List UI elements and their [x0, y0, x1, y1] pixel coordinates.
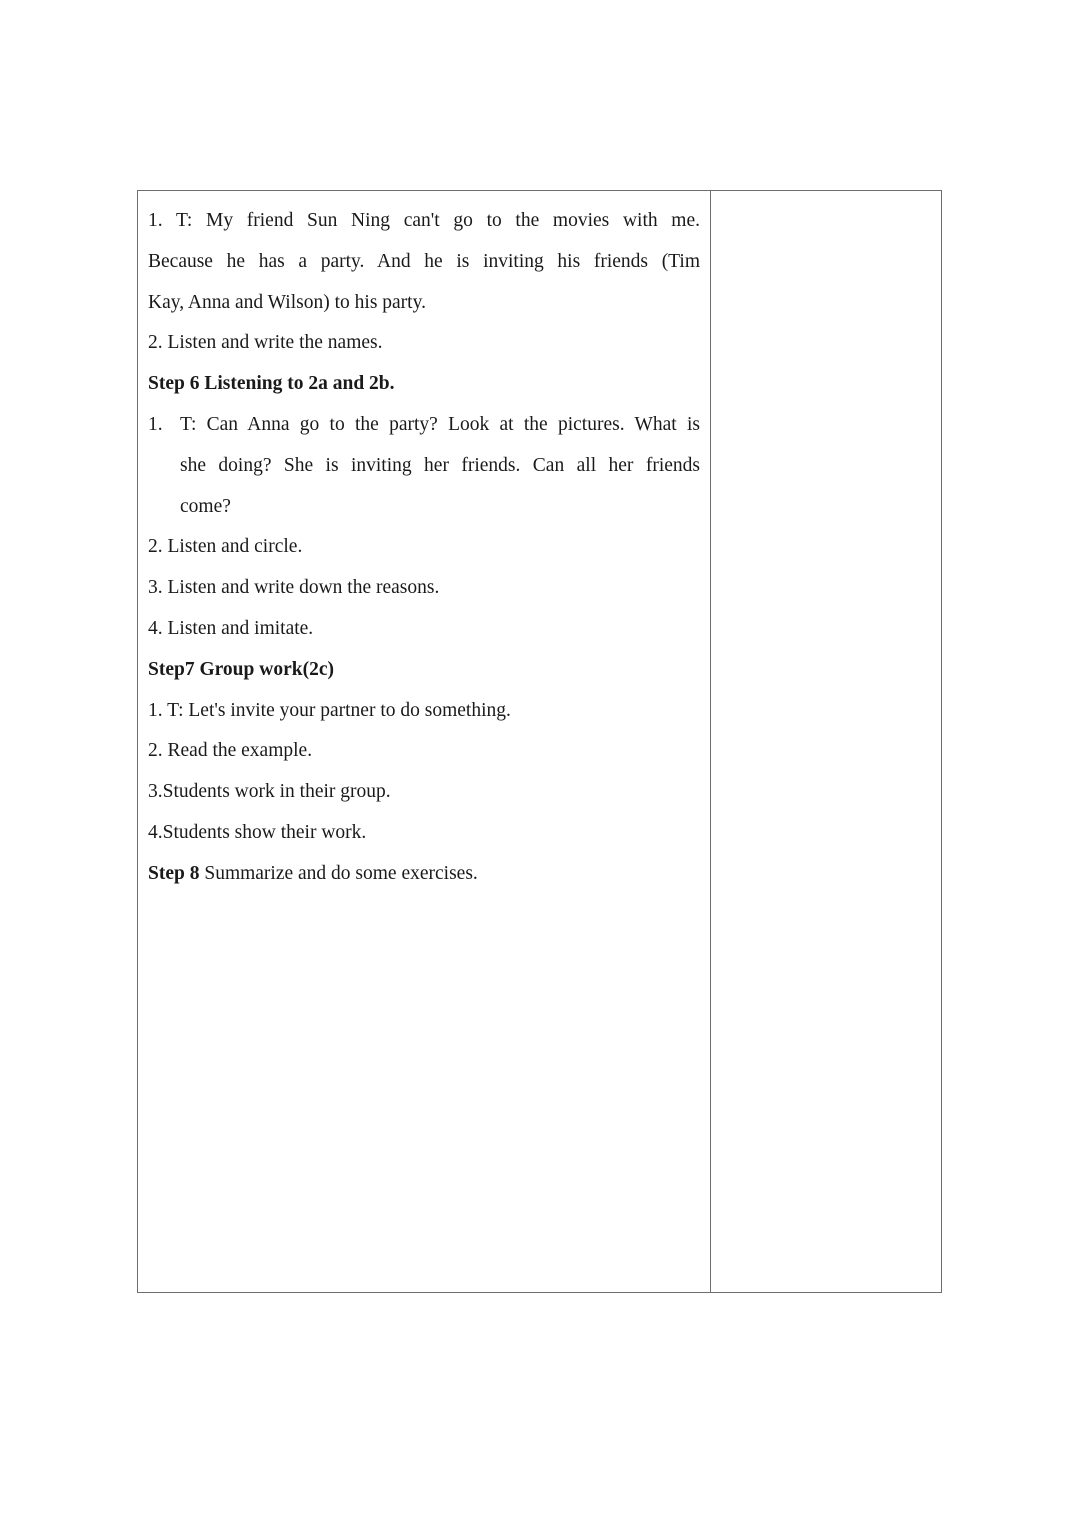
- step6-item-2: 2. Listen and circle.: [148, 536, 303, 558]
- step8-text: Summarize and do some exercises.: [199, 862, 478, 884]
- listen-names-item: 2. Listen and write the names.: [148, 332, 383, 354]
- procedure-column: [138, 191, 711, 1292]
- intro-line-1: 1. T: My friend Sun Ning can't go to the movies with me.: [148, 210, 700, 231]
- step6-item-1-line-2: she doing? She is inviting her friends. Can all her friends: [180, 454, 700, 476]
- step7-item-3: 3.Students work in their group.: [148, 781, 391, 803]
- step8-line: [148, 854, 700, 895]
- step8-label: Step 8: [148, 862, 200, 884]
- step7-item-1: 1. T: Let's invite your partner to do something.: [148, 699, 511, 721]
- intro-line-3: Kay, Anna and Wilson) to his party.: [148, 291, 426, 313]
- step6-item-1-line-3: come?: [180, 495, 231, 517]
- step6-heading: Step 6 Listening to 2a and 2b.: [148, 373, 395, 395]
- lesson-plan-table: [137, 190, 942, 1293]
- step6-item-1: [148, 405, 700, 446]
- step7-heading: Step7 Group work(2c): [148, 658, 334, 680]
- step6-item-3: 3. Listen and write down the reasons.: [148, 577, 440, 599]
- step6-item-1-line-1: T: Can Anna go to the party? Look at the pictures. What is: [180, 413, 700, 435]
- step7-item-4: 4.Students show their work.: [148, 821, 367, 843]
- intro-line-2: Because he has a party. And he is inviting his friends (Tim: [148, 250, 700, 272]
- step6-item-1-number: 1.: [148, 413, 163, 435]
- step6-item-4: 4. Listen and imitate.: [148, 617, 314, 639]
- step7-item-2: 2. Read the example.: [148, 740, 313, 762]
- notes-column: [711, 191, 941, 1292]
